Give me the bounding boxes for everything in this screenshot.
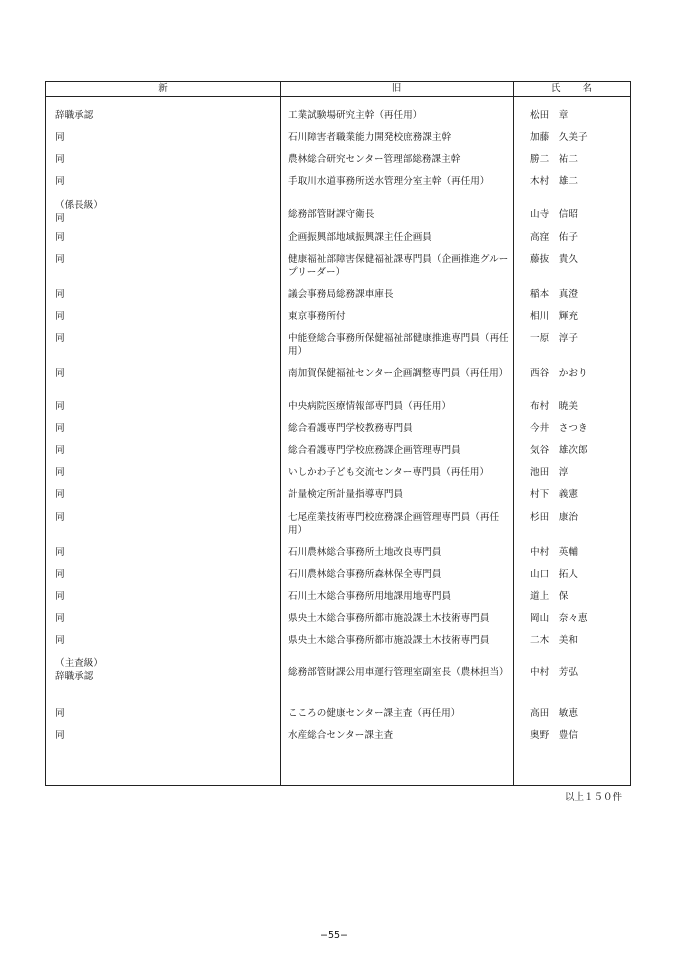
person-name-cell: 山口 拓人	[530, 569, 578, 580]
new-post-cell	[55, 634, 275, 647]
person-name-cell: 気谷 雄次郎	[530, 445, 588, 456]
new-post-value: 同	[55, 213, 65, 224]
header-new: 新	[158, 83, 168, 94]
new-post-value: 同	[55, 635, 65, 646]
person-name-cell: 高窪 佑子	[530, 232, 578, 243]
new-post-value: 同	[55, 547, 65, 558]
old-post-cell: 中能登総合事務所保健福祉部健康推進専門員（再任用）	[288, 333, 509, 357]
new-post-value: 同	[55, 311, 65, 322]
header-old: 旧	[391, 83, 402, 94]
old-post-cell: 総務部管財課守衛長	[288, 209, 375, 220]
new-post-value: 辞職承認	[55, 110, 94, 121]
new-post-value: 同	[55, 423, 65, 434]
person-name-cell: 布村 暁美	[530, 401, 578, 412]
old-post-cell: 石川障害者職業能力開発校庶務課主幹	[288, 132, 452, 143]
old-post-cell: 計量検定所計量指導専門員	[288, 489, 404, 500]
old-post-cell: 総合看護専門学校庶務課企画管理専門員	[288, 445, 461, 456]
old-post-cell: 南加賀保健福祉センター企画調整専門員（再任用）	[288, 368, 509, 379]
person-name-cell: 奥野 豊信	[530, 730, 578, 741]
new-post-cell	[55, 231, 275, 244]
person-name-cell: 山寺 信昭	[530, 209, 578, 220]
person-name-cell: 木村 雄二	[530, 176, 578, 187]
new-post-cell	[55, 367, 275, 380]
new-post-value: 同	[55, 368, 65, 379]
new-post-value: 同	[55, 154, 65, 165]
person-name-cell: 岡山 奈々恵	[530, 613, 588, 624]
old-post-cell: 石川土木総合事務所用地課用地専門員	[288, 591, 452, 602]
new-post-value: 同	[55, 569, 65, 580]
person-name-cell: 相川 輝充	[530, 311, 578, 322]
old-post-cell: 県央土木総合事務所都市施設課土木技術専門員	[288, 613, 490, 624]
page-number: −55−	[320, 930, 349, 941]
person-name-cell: 今井 さつき	[530, 423, 588, 434]
header-divider	[46, 96, 630, 97]
person-name-cell: 道上 保	[530, 591, 569, 602]
new-post-cell	[55, 546, 275, 559]
new-post-value: 同	[55, 232, 65, 243]
new-post-cell	[55, 511, 275, 524]
old-post-cell: 県央土木総合事務所都市施設課土木技術専門員	[288, 635, 490, 646]
new-post-cell	[55, 253, 275, 266]
rank-group-label: （主査級）	[55, 658, 103, 669]
new-post-cell	[55, 612, 275, 625]
personnel-table	[45, 81, 631, 786]
person-name-cell: 中村 芳弘	[530, 667, 578, 678]
column-divider	[280, 82, 281, 785]
old-post-cell: 水産総合センター課主査	[288, 730, 394, 741]
person-name-cell: 勝二 祐二	[530, 154, 578, 165]
new-post-cell	[55, 707, 275, 720]
person-name-cell: 稲本 真澄	[530, 289, 578, 300]
person-name-cell: 一原 淳子	[530, 333, 578, 344]
new-post-value: 辞職承認	[55, 671, 94, 682]
new-post-value: 同	[55, 512, 65, 523]
new-post-cell	[55, 131, 275, 144]
old-post-cell: 中央病院医療情報部専門員（再任用）	[288, 401, 452, 412]
new-post-value: 同	[55, 401, 65, 412]
rank-group-label: （係長級）	[55, 200, 103, 211]
new-post-cell	[55, 199, 275, 225]
new-post-value: 同	[55, 254, 65, 265]
new-post-cell	[55, 400, 275, 413]
new-post-cell	[55, 153, 275, 166]
new-post-value: 同	[55, 613, 65, 624]
person-name-cell: 藤抜 貴久	[530, 254, 578, 265]
new-post-cell	[55, 590, 275, 603]
new-post-value: 同	[55, 467, 65, 478]
new-post-cell	[55, 310, 275, 323]
new-post-value: 同	[55, 489, 65, 500]
person-name-cell: 中村 英輔	[530, 547, 578, 558]
person-name-cell: 松田 章	[530, 110, 569, 121]
old-post-cell: こころの健康センター課主査（再任用）	[288, 708, 461, 719]
old-post-cell: 総務部管財課公用車運行管理室副室長（農林担当）	[288, 667, 509, 678]
person-name-cell: 二木 美和	[530, 635, 578, 646]
old-post-cell: いしかわ子ども交流センター専門員（再任用）	[288, 467, 490, 478]
new-post-cell	[55, 422, 275, 435]
new-post-value: 同	[55, 730, 65, 741]
header-name: 氏名	[550, 83, 614, 94]
person-name-cell: 村下 義憲	[530, 489, 578, 500]
person-name-cell: 池田 淳	[530, 467, 569, 478]
old-post-cell: 石川農林総合事務所森林保全専門員	[288, 569, 442, 580]
new-post-value: 同	[55, 289, 65, 300]
new-post-cell	[55, 466, 275, 479]
old-post-cell: 石川農林総合事務所土地改良専門員	[288, 547, 442, 558]
new-post-cell	[55, 109, 275, 122]
new-post-value: 同	[55, 176, 65, 187]
new-post-cell	[55, 444, 275, 457]
new-post-value: 同	[55, 132, 65, 143]
old-post-cell: 総合看護専門学校教務専門員	[288, 423, 413, 434]
new-post-value: 同	[55, 591, 65, 602]
new-post-cell	[55, 568, 275, 581]
old-post-cell: 手取川水道事務所送水管理分室主幹（再任用）	[288, 176, 490, 187]
person-name-cell: 高田 敏恵	[530, 708, 578, 719]
old-post-cell: 健康福祉部障害保健福祉課専門員（企画推進グループリーダー）	[288, 254, 509, 278]
new-post-value: 同	[55, 708, 65, 719]
new-post-cell	[55, 657, 275, 683]
new-post-cell	[55, 175, 275, 188]
new-post-cell	[55, 729, 275, 742]
old-post-cell: 議会事務局総務課車庫長	[288, 289, 394, 300]
total-count: 以上１５０件	[565, 792, 623, 803]
old-post-cell: 企画振興部地域振興課主任企画員	[288, 232, 432, 243]
old-post-cell: 工業試験場研究主幹（再任用）	[288, 110, 423, 121]
column-divider	[513, 82, 514, 785]
new-post-cell	[55, 332, 275, 345]
person-name-cell: 加藤 久美子	[530, 132, 588, 143]
new-post-cell	[55, 488, 275, 501]
new-post-value: 同	[55, 445, 65, 456]
old-post-cell: 東京事務所付	[288, 311, 346, 322]
old-post-cell: 農林総合研究センター管理部総務課主幹	[288, 154, 461, 165]
old-post-cell: 七尾産業技術専門校庶務課企画管理専門員（再任用）	[288, 512, 500, 536]
new-post-cell	[55, 288, 275, 301]
person-name-cell: 杉田 康治	[530, 512, 578, 523]
person-name-cell: 西谷 かおり	[530, 368, 588, 379]
new-post-value: 同	[55, 333, 65, 344]
